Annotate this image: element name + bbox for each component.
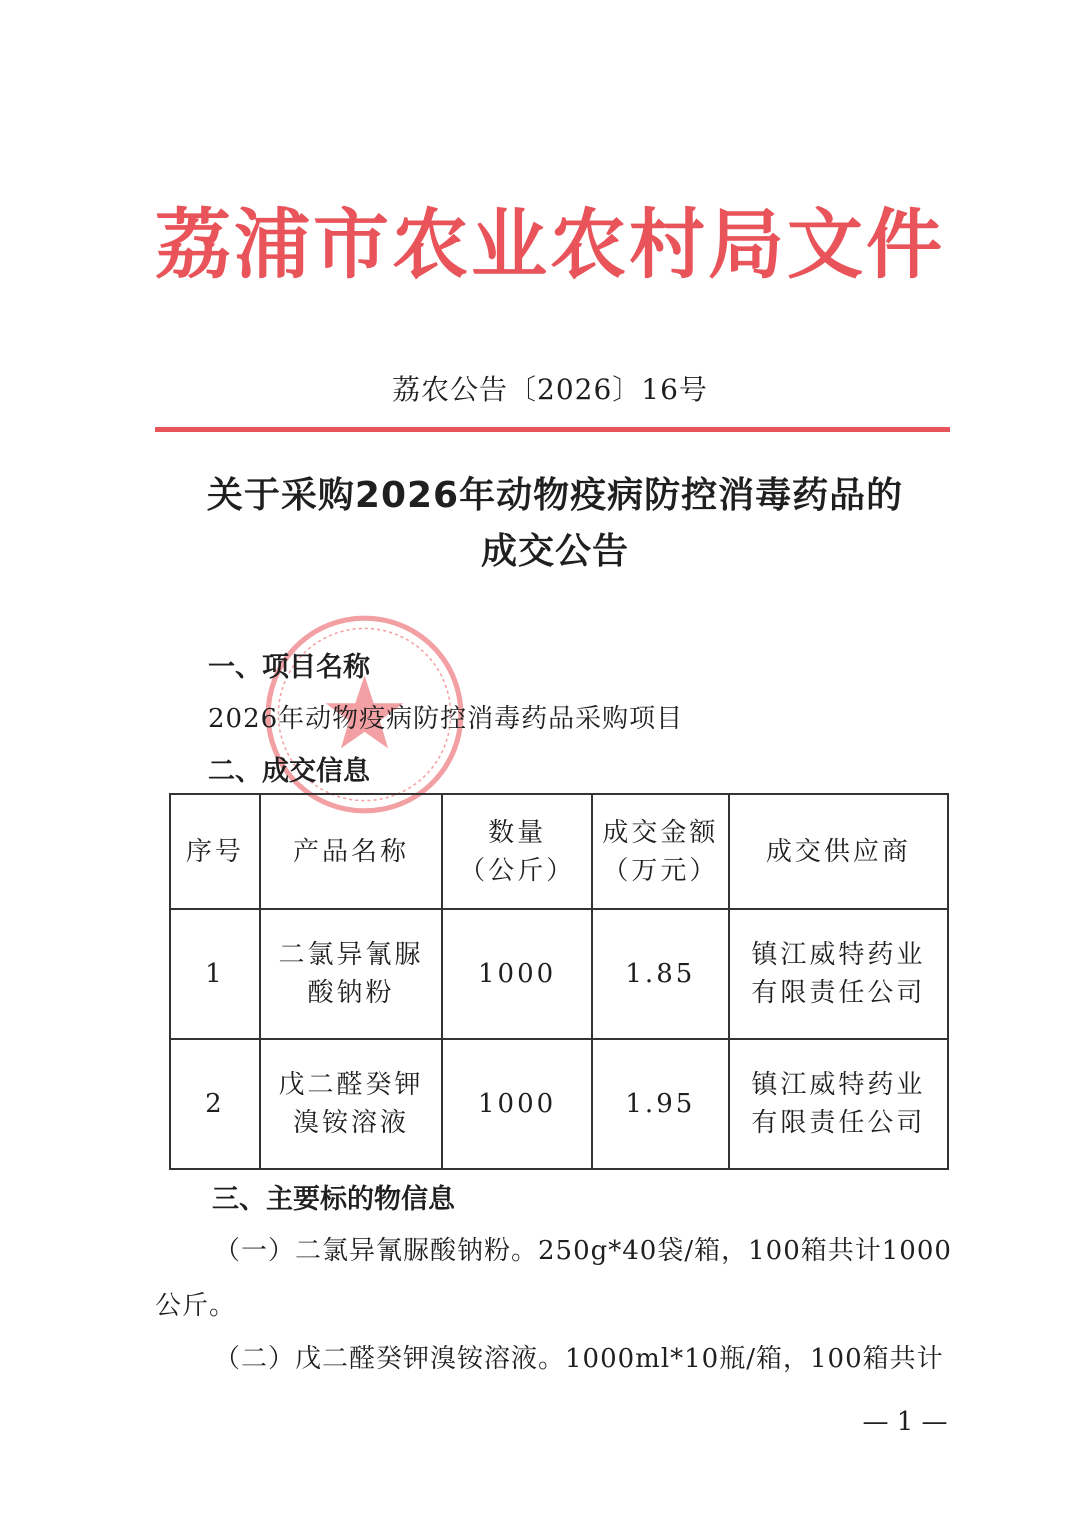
org-header-title: 荔浦市农业农村局文件 [155,200,945,289]
header-product: 产品名称 [260,794,442,909]
cell-supplier-line-2: 有限责任公司 [751,978,926,1008]
section-2-heading: 二、成交信息 [208,756,370,787]
header-quantity [442,794,592,909]
section-1-heading: 一、项目名称 [208,652,370,683]
table-row [170,1039,948,1169]
header-supplier: 成交供应商 [729,794,948,909]
cell-product [260,909,442,1039]
cell-product-line-2: 溴铵溶液 [292,1108,409,1138]
section-3-item-1-line-2: 公斤。 [155,1291,237,1321]
title-line-1: 关于采购2026年动物疫病防控消毒药品的 [206,475,904,516]
section-3-item-1-line-1: （一）二氯异氰脲酸钠粉。250g*40袋/箱，100箱共计1000 [214,1236,952,1266]
document-number: 荔农公告〔2026〕16号 [392,373,708,406]
table-row [170,909,948,1039]
header-amount-line-2: （万元） [602,855,719,886]
cell-amount: 1.85 [592,909,729,1039]
header-quantity-line-1: 数量 [488,817,547,848]
cell-quantity: 1000 [442,1039,592,1169]
cell-supplier-line-2: 有限责任公司 [751,1108,926,1138]
cell-supplier [729,1039,948,1169]
header-quantity-line-2: （公斤） [459,855,576,886]
cell-supplier-line-1: 镇江威特药业 [751,1070,926,1100]
page-number: — 1 — [862,1407,948,1437]
section-3-item-2-line-1: （二）戊二醛癸钾溴铵溶液。1000ml*10瓶/箱，100箱共计 [214,1344,944,1374]
cell-product-line-1: 二氯异氰脲 [278,940,424,970]
cell-product-line-2: 酸钠粉 [307,978,395,1008]
cell-index: 2 [170,1039,260,1169]
cell-product [260,1039,442,1169]
cell-supplier-line-1: 镇江威特药业 [751,940,926,970]
table-header-row [170,794,948,909]
cell-amount: 1.95 [592,1039,729,1169]
header-amount [592,794,729,909]
section-3-heading: 三、主要标的物信息 [212,1184,455,1215]
header-index: 序号 [170,794,260,909]
award-table [169,793,949,1170]
cell-supplier [729,909,948,1039]
cell-quantity: 1000 [442,909,592,1039]
announcement-title [150,468,960,580]
title-line-2: 成交公告 [480,531,629,572]
red-divider-rule [155,427,950,432]
cell-product-line-1: 戊二醛癸钾 [278,1070,424,1100]
section-1-body: 2026年动物疫病防控消毒药品采购项目 [208,704,684,734]
header-amount-line-1: 成交金额 [602,817,719,848]
cell-index: 1 [170,909,260,1039]
